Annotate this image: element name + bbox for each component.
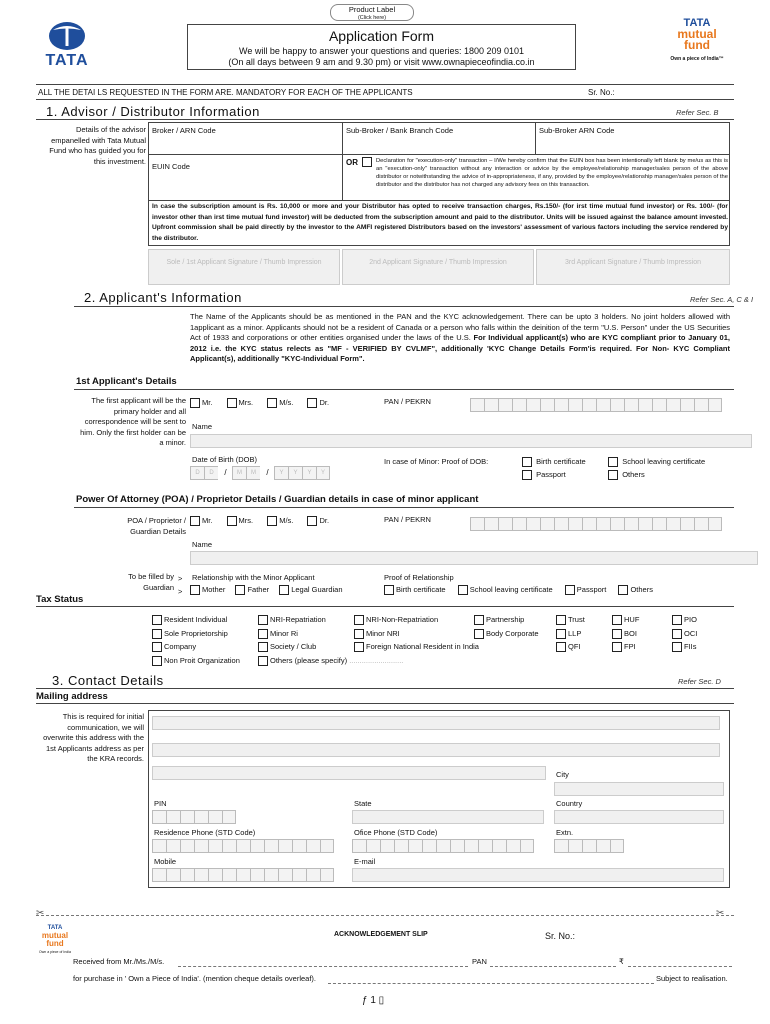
tax-body-corp-label: Body Corporate (486, 628, 539, 638)
city-label: City (556, 770, 569, 779)
mobile-input[interactable] (152, 868, 334, 882)
minor-proof-label: In case of Minor: Proof of DOB: (384, 457, 489, 466)
tax-minor-nri-label: Minor NRI (366, 628, 400, 638)
rel-father-checkbox[interactable] (235, 585, 245, 595)
subbroker-arn-field[interactable] (537, 136, 728, 152)
rel-father-label: Father (247, 585, 270, 594)
proof-passport-checkbox[interactable] (522, 470, 532, 480)
tax-nri-nonrep-label: NRI-Non-Repatriation (366, 615, 439, 624)
ack-logo-tagline: Own a piece of India (39, 950, 71, 954)
rel-legal-label: Legal Guardian (291, 585, 343, 594)
tax-col-6 (612, 613, 639, 654)
ack-pan-line[interactable] (490, 966, 616, 967)
poa-name-label: Name (192, 540, 213, 549)
poa-mr-label: Mr. (202, 516, 213, 525)
or-label: OR (346, 158, 358, 167)
ack-rupee-symbol: ₹ (619, 957, 624, 966)
tax-qfi-checkbox[interactable] (556, 642, 566, 652)
page-title: Application Form (328, 28, 435, 44)
header-line-2: (On all days between 9 am and 9.30 pm) or visit www.ownapieceofindia.co.in (228, 57, 535, 67)
tax-trust-checkbox[interactable] (556, 615, 566, 625)
name-label: Name (192, 422, 213, 431)
tax-resident-label: Resident Individual (164, 615, 228, 624)
pan-input[interactable] (470, 398, 722, 412)
mailing-address-title: Mailing address (36, 691, 108, 702)
tax-nri-nonrep-checkbox[interactable] (354, 615, 364, 625)
tax-company-label: Company (164, 642, 197, 651)
pin-label: PIN (154, 799, 167, 808)
first-applicant-title: 1st Applicant's Details (76, 376, 177, 387)
title-dr-checkbox[interactable] (307, 398, 317, 408)
tax-col-5 (556, 613, 585, 654)
state-input[interactable] (352, 810, 544, 824)
poa-ms-label: M/s. (279, 516, 294, 525)
state-label: State (354, 799, 372, 808)
tax-col-3 (354, 613, 479, 654)
tax-col-1 (152, 613, 240, 667)
relproof-others-checkbox[interactable] (618, 585, 628, 595)
tax-fpi-label: FPI (624, 642, 636, 651)
ack-subject-text: Subject to realisation. (656, 974, 728, 983)
contact-box (148, 710, 730, 888)
euin-code-field[interactable] (150, 172, 340, 198)
proof-school-checkbox[interactable] (608, 457, 618, 467)
first-applicant-side: The first applicant will be the primary holder and all correspondence will be sent to him. Only the first holder can be a minor. (80, 396, 186, 447)
ack-received-line[interactable] (178, 966, 468, 967)
ack-sr-no: Sr. No.: (545, 931, 576, 941)
tax-foreign-label: Foreign National Resident in India (366, 642, 479, 651)
relationship-options (190, 585, 343, 595)
subbroker-code-label: Sub-Broker / Bank Branch Code (346, 126, 454, 135)
tax-minor-ri-checkbox[interactable] (258, 629, 268, 639)
tax-status-title: Tax Status (36, 594, 84, 605)
dob-input[interactable]: D D / M M / Y Y Y Y (190, 466, 330, 480)
ack-amount-line[interactable] (628, 966, 732, 967)
tax-npo-checkbox[interactable] (152, 656, 162, 666)
extn-label: Extn. (556, 828, 574, 837)
proof-passport-label: Passport (536, 470, 566, 479)
tax-boi-label: BOI (624, 628, 637, 638)
poa-dr-label: Dr. (319, 516, 330, 525)
ack-pan-label: PAN (472, 957, 487, 966)
subbroker-arn-label: Sub-Broker ARN Code (539, 126, 615, 135)
proof-others-checkbox[interactable] (608, 470, 618, 480)
tax-society-label: Society / Club (270, 642, 317, 651)
header-box (187, 24, 576, 70)
applicant-intro-plain: The Name of the Applicants should be as mentioned in the PAN and the KYC acknowledgement. There can be upto 3 holders. No joint holders allowed with 1applicant as a minor. Applicants should not be a resident of Canada or a person who falls within the deinition of the term "U.S. Person" under the US Securities Act of 1933 and corporations or other entities organised under the laws of the U.S. (190, 312, 730, 342)
poa-name-input[interactable] (190, 551, 758, 565)
mobile-label: Mobile (154, 857, 177, 866)
title-ms-label: M/s. (279, 398, 294, 407)
tax-col-2: NRI-Repatriation Minor Ri Society / Club Others (please specify) .......................... (258, 613, 403, 667)
tax-huf-label: HUF (624, 615, 640, 624)
section2-ref: Refer Sec. A, C & I (690, 295, 754, 304)
rel-mother-checkbox[interactable] (190, 585, 200, 595)
title-dr-label: Dr. (319, 398, 330, 407)
tax-nri-rep-checkbox[interactable] (258, 615, 268, 625)
tax-pio-checkbox[interactable] (672, 615, 682, 625)
relproof-passport-checkbox[interactable] (565, 585, 575, 595)
tax-npo-label: Non Proit Organization (164, 655, 240, 665)
city-input[interactable] (554, 782, 724, 796)
broker-code-label: Broker / ARN Code (152, 126, 216, 135)
scissors-icon-right: ✂ (716, 908, 725, 919)
product-label-sub: (Click here) (357, 15, 387, 21)
tax-others-checkbox[interactable] (258, 656, 268, 666)
broker-code-field[interactable] (150, 136, 340, 152)
proof-school-label: School leaving certificate (622, 457, 706, 466)
title-mr-checkbox[interactable] (190, 398, 200, 408)
relproof-others-label: Others (630, 585, 653, 594)
residence-phone-label: Residence Phone (STD Code) (154, 828, 256, 837)
tax-foreign-checkbox[interactable] (354, 642, 364, 652)
signature-box-1[interactable]: Sole / 1st Applicant Signature / Thumb Impression (148, 249, 340, 285)
tax-society-checkbox[interactable] (258, 642, 268, 652)
relproof-birth-label: Birth certificate (396, 585, 446, 594)
tax-resident-checkbox[interactable] (152, 615, 162, 625)
applicant-intro (190, 312, 730, 365)
tax-pio-label: PIO (684, 615, 697, 624)
tax-boi-checkbox[interactable] (612, 629, 622, 639)
tax-col-7 (672, 613, 697, 654)
product-label-button[interactable] (330, 4, 414, 21)
tax-others-label: Others (please specify) (270, 655, 348, 665)
tata-logo-text: TATA (45, 52, 89, 69)
country-label: Country (556, 799, 583, 808)
minor-proof-options (522, 455, 732, 481)
relproof-birth-checkbox[interactable] (384, 585, 394, 595)
email-input[interactable] (352, 868, 724, 882)
tax-fiis-label: FIIs (684, 642, 697, 651)
pin-input[interactable] (152, 810, 236, 824)
tax-minor-nri-checkbox[interactable] (354, 629, 364, 639)
title-mr-label: Mr. (202, 398, 213, 407)
title-ms-checkbox[interactable] (267, 398, 277, 408)
address-line-3[interactable] (152, 766, 546, 780)
ack-purchase-line[interactable] (328, 983, 654, 984)
signature-box-2[interactable]: 2nd Applicant Signature / Thumb Impression (342, 249, 534, 285)
section3-ref: Refer Sec. D (678, 677, 721, 686)
address-line-1[interactable] (152, 716, 720, 730)
mf-logo-tata: TATA (683, 17, 711, 29)
product-label: Product Label (348, 5, 396, 14)
poa-pan-label: PAN / PEKRN (384, 515, 431, 524)
office-phone-input[interactable] (352, 839, 534, 853)
email-label: E-mail (354, 857, 376, 866)
tax-partnership-label: Partnership (486, 615, 525, 624)
relproof-school-label: School leaving certificate (469, 585, 553, 594)
section1-ref: Refer Sec. B (676, 108, 719, 117)
title-options (190, 398, 329, 408)
proof-birth-checkbox[interactable] (522, 457, 532, 467)
country-input[interactable] (554, 810, 724, 824)
advisor-side-text: Details of the advisor empanelled with Tata Mutual Fund who has guided you for this investment. (49, 125, 146, 166)
proof-relationship-options (384, 585, 653, 595)
proof-others-label: Others (622, 470, 645, 479)
ack-logo-fund: fund (46, 939, 64, 948)
signature-box-3[interactable]: 3rd Applicant Signature / Thumb Impression (536, 249, 730, 285)
section2-title: 2. Applicant's Information (84, 290, 242, 305)
poa-title: Power Of Attorney (POA) / Proprietor Details / Guardian details in case of minor applicant (76, 494, 479, 505)
rel-legal-checkbox[interactable] (279, 585, 289, 595)
address-line-2[interactable] (152, 743, 720, 757)
relproof-school-checkbox[interactable] (458, 585, 468, 595)
extn-input[interactable] (554, 839, 624, 853)
guardian-side: To be filled by Guardian (128, 572, 174, 592)
page-number: ƒ 1 ▯ (362, 995, 385, 1006)
execution-only-checkbox[interactable] (362, 157, 372, 167)
proof-relationship-label: Proof of Relationship (384, 573, 454, 582)
ack-title: ACKNOWLEDGEMENT SLIP (334, 931, 428, 938)
execution-only-declaration: Declaration for "execution-only" transaction – I/We hereby confirm that the EUIN box has been intentionally left blank by me/us as this is an "execution-only" transaction without any interaction or advice by the employee/relationship manager/sales person of the above distributor or notwithstanding the advice of in-appropriateness, if any, provided by the employee/relationship manager/sales person of the distributor and the distributor has not charged any advisory fees on this transaction. (376, 158, 728, 188)
tax-oci-label: OCI (684, 628, 698, 638)
mf-logo-mutual: mutual (677, 27, 717, 41)
tax-oci-checkbox[interactable] (672, 629, 682, 639)
tax-llp-label: LLP (568, 628, 582, 638)
tax-company-checkbox[interactable] (152, 642, 162, 652)
poa-side: POA / Proprietor / Guardian Details (127, 516, 186, 536)
poa-mrs-checkbox[interactable] (227, 516, 237, 526)
cut-line (36, 915, 734, 916)
poa-dr-checkbox[interactable] (307, 516, 317, 526)
ack-logo-tata: TATA (47, 925, 63, 931)
ack-logo-mutual: mutual (41, 931, 69, 940)
transaction-charges-text: In case the subscription amount is Rs. 10,000 or more and your Distributor has opted to receive transaction charges, Rs.150/- (for irst time mutual fund investor) or Rs. 100/- (for investor other than irst time mutual fund investor) will be deducted from the subscription amount and paid to the distributor. Units will be issued against the balance amount invested. Upfront commission shall be paid directly by the investor to the AMFI registered Distributors based on the investors' assessment of various factors including the service rendered by the distributor. (152, 203, 728, 242)
title-mrs-checkbox[interactable] (227, 398, 237, 408)
tax-qfi-label: QFI (568, 642, 581, 651)
dob-label: Date of Birth (DOB) (192, 455, 258, 464)
name-input[interactable] (190, 434, 752, 448)
poa-title-options (190, 516, 329, 526)
mandatory-notice: ALL THE DETAI LS REQUESTED IN THE FORM ARE. MANDATORY FOR EACH OF THE APPLICANTS (38, 88, 413, 97)
tax-nri-rep-label: NRI-Repatriation (270, 615, 326, 624)
relproof-passport-label: Passport (576, 585, 607, 594)
tax-col-4 (474, 613, 539, 640)
office-phone-label: Ofice Phone (STD Code) (354, 828, 438, 837)
rel-mother-label: Mother (202, 585, 226, 594)
header-line-1: We will be happy to answer your questions and queries: 1800 209 0101 (238, 46, 525, 56)
tax-llp-checkbox[interactable] (556, 629, 566, 639)
relationship-label: Relationship with the Minor Applicant (192, 573, 315, 582)
tata-logo (36, 18, 98, 70)
tax-sole-checkbox[interactable] (152, 629, 162, 639)
tax-trust-label: Trust (568, 615, 585, 624)
tax-minor-ri-label: Minor Ri (270, 628, 298, 638)
tax-huf-checkbox[interactable] (612, 615, 622, 625)
scissors-icon-left: ✂ (36, 908, 45, 919)
tax-partnership-checkbox[interactable] (474, 615, 484, 625)
section1-title: 1. Advisor / Distributor Information (46, 104, 260, 119)
tax-fiis-checkbox[interactable] (672, 642, 682, 652)
poa-pan-input[interactable] (470, 517, 722, 531)
poa-mr-checkbox[interactable] (190, 516, 200, 526)
residence-phone-input[interactable] (152, 839, 334, 853)
poa-mrs-label: Mrs. (238, 516, 254, 525)
subbroker-code-field[interactable] (344, 136, 533, 152)
ack-received-label: Received from Mr./Ms./M/s. (73, 957, 165, 966)
section3-title: 3. Contact Details (52, 673, 164, 688)
mf-logo-fund: fund (684, 38, 710, 52)
sr-no-label: Sr. No.: (588, 88, 615, 97)
tax-body-corp-checkbox[interactable] (474, 629, 484, 639)
ack-purchase-text: for purchase in ' Own a Piece of India'. (mention cheque details overleaf). (73, 974, 316, 983)
ack-mf-logo (36, 924, 74, 956)
poa-ms-checkbox[interactable] (267, 516, 277, 526)
applicant-intro-bold: For Individual applicant(s) who are KYC compliant prior to January 01, 2012 i.e. the KYC status relects as "MF - VERIFIED BY CVLMF", additionally 'KYC Change Details Form'is required. For Non- KYC Compliant Applicant(s), additionally "KYC-Individual Form". (190, 333, 730, 363)
pan-label: PAN / PEKRN (384, 397, 431, 406)
tax-sole-label: Sole Proprietorship (164, 628, 228, 638)
proof-birth-label: Birth certificate (536, 457, 586, 466)
mf-logo-tagline: Own a piece of India™ (670, 56, 724, 62)
title-mrs-label: Mrs. (238, 398, 254, 407)
tax-fpi-checkbox[interactable] (612, 642, 622, 652)
euin-code-label: EUIN Code (152, 162, 190, 171)
mailing-side-text: This is required for initial communication, we will overwrite this address with the 1st Applicants address as per the KRA records. (43, 712, 144, 763)
mutual-fund-logo (658, 18, 736, 65)
